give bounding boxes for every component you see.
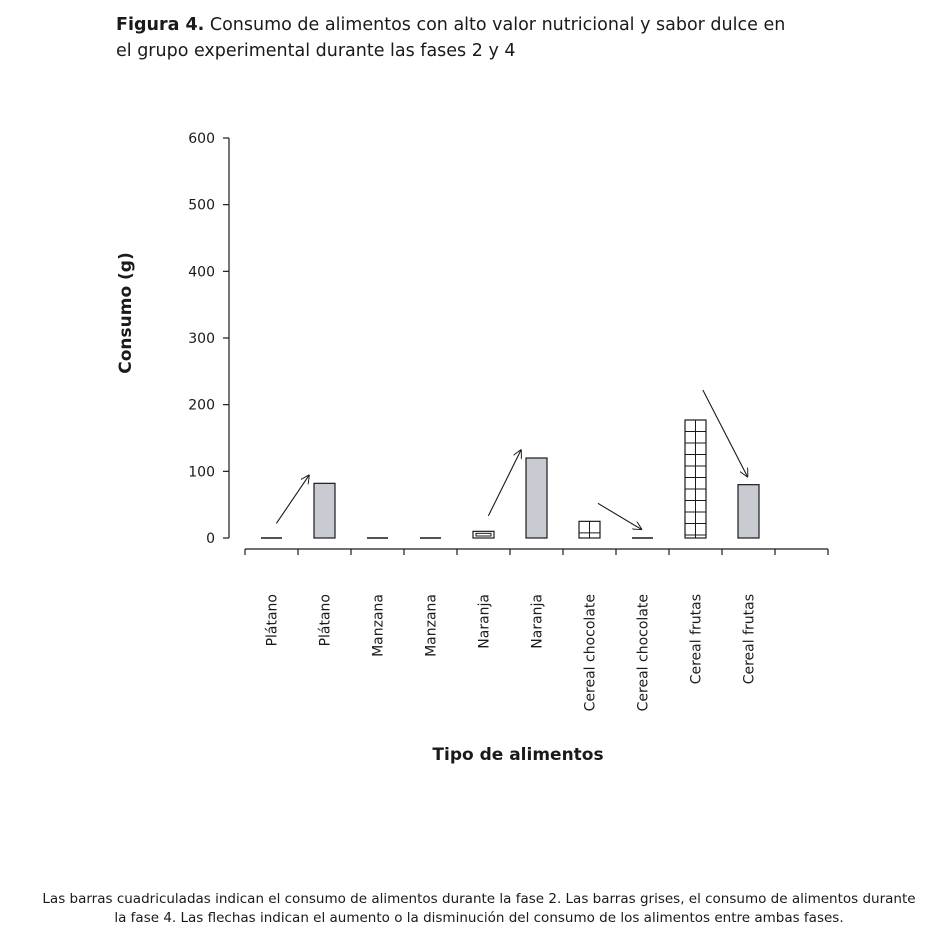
y-tick-label: 200 <box>188 397 215 414</box>
x-tick-label: Plátano <box>317 594 334 647</box>
x-tick-label: Plátano <box>264 594 281 647</box>
x-tick-label: Cereal chocolate <box>582 594 599 712</box>
bar-phase2 <box>473 531 494 538</box>
x-tick-label: Cereal frutas <box>688 594 705 685</box>
figure-title-line1: Consumo de alimentos con alto valor nutricional y sabor dulce en <box>209 15 786 35</box>
x-tick-label: Manzana <box>423 594 440 657</box>
y-tick-label: 0 <box>206 531 215 547</box>
y-tick-label: 300 <box>188 331 215 347</box>
bar-phase2 <box>685 420 706 538</box>
y-tick-label: 600 <box>188 131 215 147</box>
figure-caption <box>10 890 948 928</box>
y-tick-label: 100 <box>188 464 215 481</box>
x-tick-label: Naranja <box>476 594 493 649</box>
arrow-increase <box>276 475 309 523</box>
y-tick-label: 400 <box>188 264 215 281</box>
figure-label: Figura 4. <box>116 15 205 35</box>
arrow-decrease <box>598 503 642 529</box>
bar-phase2 <box>579 521 600 538</box>
y-axis-title: Consumo (g) <box>116 252 136 374</box>
arrow-decrease <box>703 390 748 477</box>
x-tick-label: Manzana <box>370 594 387 657</box>
caption-line1: Las barras cuadriculadas indican el consumo de alimentos durante la fase 2. Las barras grises, el consumo de alimentos durante <box>42 891 916 907</box>
arrow-increase <box>488 450 521 516</box>
figure-title-line2: el grupo experimental durante las fases 2 y 4 <box>116 41 516 61</box>
x-tick-label: Cereal chocolate <box>635 594 652 712</box>
bar-phase4 <box>526 458 547 538</box>
bar-phase4 <box>314 483 335 538</box>
bar-phase4 <box>738 485 759 538</box>
x-tick-label: Naranja <box>529 594 546 649</box>
caption-line2: la fase 4. Las flechas indican el aumento o la disminución del consumo de los alimentos entre ambas fases. <box>114 910 844 926</box>
y-tick-label: 500 <box>188 197 215 214</box>
x-tick-label: Cereal frutas <box>741 594 758 685</box>
x-axis-title: Tipo de alimentos <box>432 745 604 765</box>
